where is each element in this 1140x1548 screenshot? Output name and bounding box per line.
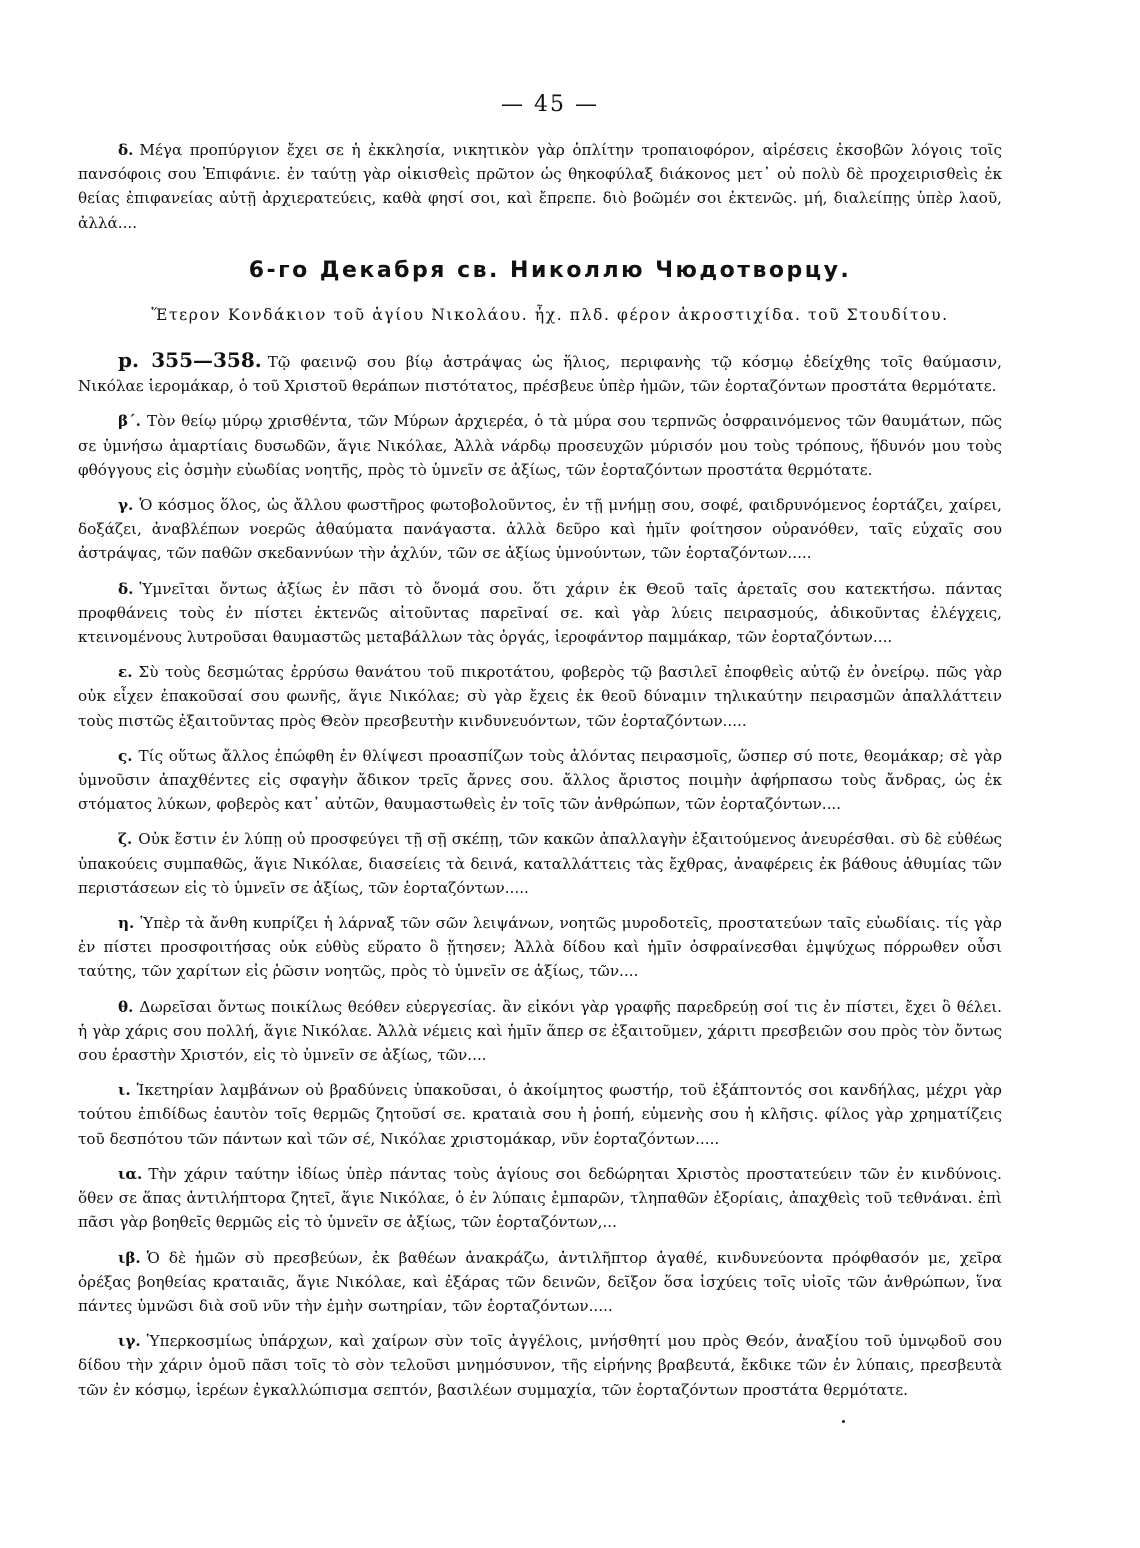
troparion-5: [78, 660, 1002, 733]
stanza-text: Δωρεῖσαι ὄντως ποικίλως θεόθεν εὐεργεσίας. ἂν εἰκόνι γὰρ γραφῆς παρεδρεύῃ σοί τις ἐν πίστει, ἔχει ὃ θέλει. ἡ γὰρ χάρις σου πολλή, ἅγιε Νικόλαε. Ἀλλὰ νέμεις καὶ ἡμῖν ἅπερ σε ἐξαιτοῦμεν, χάριτι πρεσβειῶν σου πρὸς τὸν ὄντως σου ἐραστὴν Χριστόν, εἰς τὸ ὑμνεῖν σε ἀξίως, τῶν....: [78, 997, 1002, 1065]
stanza-text: Ὑπὲρ τὰ ἄνθη κυπρίζει ἡ λάρναξ τῶν σῶν λειψάνων, νοητῶς μυροδοτεῖς, προστατεύων ταῖς εὐωδίαις. τίς γὰρ ἐν πίστει προσφοιτήσας οὐκ εὐθὺς εὕρατο ὃ ᾔτησεν; Ἀλλὰ δίδου καὶ ἡμῖν ὀσφραίνεσθαι ἐμψύχως πόρρωθεν οὖσι ταύτης, τῶν χαρίτων εἰς ῥῶσιν νοητῶς, πρὸς τὸ ὑμνεῖν σε ἀξίως, τῶν....: [78, 914, 1002, 981]
stanza-mark: ς.: [118, 746, 133, 765]
stanza-mark: δ.: [118, 579, 134, 598]
stanza-text: Σὺ τοὺς δεσμώτας ἐρρύσω θανάτου τοῦ πικροτάτου, φοβερὸς τῷ βασιλεῖ ἐποφθεὶς αὐτῷ ἐν ὀνείρῳ. πῶς γὰρ οὐκ εἶχεν ἐπακοῦσαί σου φωνῆς, ἅγιε Νικόλαε; σὺ γὰρ ἔχεις ἐκ θεοῦ δύναμιν τηλικαύτην πειρασμῶν ἀπαλλάττειν τοὺς πιστῶς ἐξαιτοῦντας πρὸς Θεὸν πρεσβευτὴν κινδυνευόντων, τῶν ἑορταζόντων.....: [78, 663, 1002, 730]
stray-ink-dot: [842, 1420, 845, 1423]
troparion-2: [78, 409, 1002, 482]
stanza-mark: β΄.: [118, 412, 141, 431]
stanza-mark: γ.: [118, 496, 134, 515]
page-number: — 45 —: [501, 92, 599, 117]
troparion-4: [78, 577, 1002, 650]
stanza-mark: η.: [118, 914, 135, 933]
stanza-text: Τῷ φαεινῷ σου βίῳ ἀστράψας ὡς ἥλιος, περιφανὴς τῷ κόσμῳ ἐδείχθης τοῖς θαύμασιν, Νικόλαε ἱερομάκαρ, ὁ τοῦ Χριστοῦ θεράπων πιστότατος, πρέσβευε ὑπὲρ ἡμῶν, τῶν ἑορταζόντων προστάτα θερμότατε.: [78, 353, 1002, 396]
stanza-text: Μέγα προπύργιον ἔχει σε ἡ ἐκκλησία, νικητικὸν γὰρ ὁπλίτην τροπαιοφόρον, αἱρέσεις ἐκσοβῶν λόγοις τοῖς πανσόφοις σου Ἐπιφάνιε. ἐν ταύτῃ γὰρ οἰκισθεὶς πρῶτον ὡς θηκοφύλαξ διάκονος μετ᾽ οὐ πολὺ δὲ προχειρισθεὶς ἐκ θείας ἐπιφανείας αὐτῇ ἀρχιερατεύεις, καθὰ φησί σοι, καὶ ἔπρεπε. διὸ βοῶμέν σοι ἐκτενῶς. μή, διαλείπῃς ὑπὲρ λαοῦ, ἀλλά....: [78, 141, 1002, 232]
stanza-text: Ὑπερκοσμίως ὑπάρχων, καὶ χαίρων σὺν τοῖς ἀγγέλοις, μνήσθητί μου πρὸς Θεόν, ἀναξίου τοῦ ὑμνῳδοῦ σου δίδου τὴν χάριν ὁμοῦ πᾶσι τοῖς τὸ σὸν τελοῦσι μνημόσυνον, τῆς εἰρήνης βραβευτά, ἔκδικε τῶν ἐν λύπαις, πρεσβευτὰ τῶν ἐν κόσμῳ, ἱερέων ἐγκαλλώπισμα σεπτόν, βασιλέων συμμαχία, τῶν ἑορταζόντων προστάτα θερμότατε.: [78, 1332, 1002, 1399]
section-heading: 6-го Декабря св. Николлю Чюдотворцу.: [248, 258, 852, 283]
stanza-text: Τίς οὕτως ἄλλος ἐπώφθη ἐν θλίψεσι προασπίζων τοὺς ἁλόντας πειρασμοῖς, ὥσπερ σύ ποτε, θεομάκαρ; σὲ γὰρ ὑμνοῦσιν ἀπαχθέντες εἰς σφαγὴν ἄδικον τρεῖς ἄρνες σου. ἄλλος ἄριστος ποιμὴν ἀφήρπασω τοὺς ἄνδρας, ὡς ἐκ στόματος λύκων, φοβερὸς κατ᾽ αὐτῶν, θαυμαστωθεὶς ἐν τοῖς τῶν ἀνθρώπων, τῶν ἑορταζόντων....: [78, 746, 1002, 814]
troparion-7: [78, 827, 1002, 900]
troparion-10: [78, 1078, 1002, 1151]
stanza-text: Ὑμνεῖται ὄντως ἀξίως ἐν πᾶσι τὸ ὄνομά σου. ὅτι χάριν ἐκ Θεοῦ ταῖς ἀρεταῖς σου κατεκτήσω. πάντας προφθάνεις τοὺς ἐν πίστει ἐκτενῶς αἰτοῦντας παρεῖναί σε. καὶ γὰρ λύεις πειρασμούς, ἀδικοῦντας ἐλέγχεις, κτεινομένους λυτροῦσαι θαυμαστῶς μεταβάλλων τὰς ὀργάς, ἱεροφάντορ παμμάκαρ, τῶν ἑορταζόντων....: [78, 579, 1002, 647]
section-subheading: Ἕτερον Κονδάκιον τοῦ ἁγίου Νικολάου. ἦχ. πλδ. φέρον ἀκροστιχίδα. τοῦ Στουδίτου.: [151, 306, 949, 324]
stanza-mark: ια.: [118, 1164, 143, 1183]
stanza-mark: ιβ.: [118, 1248, 141, 1267]
intro-paragraph: [78, 138, 1002, 235]
troparion-11: [78, 1162, 1002, 1235]
stanza-mark: θ.: [118, 997, 134, 1016]
stanza-mark: ε.: [118, 663, 133, 682]
troparia-list: [78, 348, 1002, 1413]
stanza-text: Οὐκ ἔστιν ἐν λύπῃ οὐ προσφεύγει τῇ σῇ σκέπῃ, τῶν κακῶν ἀπαλλαγὴν ἐξαιτούμενος ἀνευρέσθαι. σὺ δὲ εὐθέως ὑπακούεις συμπαθῶς, ἅγιε Νικόλαε, διασείεις τὰ δεινά, καταλλάττεις τὰς ἔχθρας, ἀναφέρεις ἐκ βάθους ἀθυμίας τῶν περιστάσεων εἰς τὸ ὑμνεῖν σε ἀξίως, τῶν ἑορταζόντων.....: [78, 830, 1002, 897]
troparion-8: [78, 911, 1002, 984]
stanza-mark: ι.: [118, 1081, 131, 1100]
troparion-delta-prev: [78, 138, 1002, 235]
troparion-9: [78, 995, 1002, 1068]
stanza-mark: ιγ.: [118, 1332, 141, 1351]
stanza-text: Ὁ κόσμος ὅλος, ὡς ἄλλου φωστῆρος φωτοβολοῦντος, ἐν τῇ μνήμῃ σου, σοφέ, φαιδρυνόμενος ἑορτάζει, χαίρει, δοξάζει, ἀναβλέπων νοερῶς ἀθαύματα πανάγαστα. ἀλλὰ δεῦρο καὶ ἡμῖν φοίτησον οὐρανόθεν, ταῖς εὐχαῖς σου ἀστράψας, τῶν παθῶν σκεδαννύων τὴν ἀχλύν, τῶν σε ἀξίως ὑμνούντων, τῶν ἑορταζόντων.....: [78, 496, 1002, 563]
troparion-13: [78, 1329, 1002, 1402]
stanza-text: Τὴν χάριν ταύτην ἰδίως ὑπὲρ πάντας τοὺς ἁγίους σοι δεδώρηται Χριστὸς προστατεύειν τῶν ἐν κινδύνοις. ὅθεν σε ἅπας ἀντιλήπτορα ζητεῖ, ἅγιε Νικόλαε, ὁ ἐν λύπαις ἐμπαρῶν, τληπαθῶν ἐξορίαις, ἀπαχθεὶς τοῦ τεθνάναι. ἐπὶ πᾶσι γὰρ βοηθεῖς θερμῶς εἰς τὸ ὑμνεῖν σε ἀξίως, τῶν ἑορταζόντων,...: [78, 1164, 1002, 1232]
stanza-mark: ζ.: [118, 830, 133, 849]
stanza-text: Ἱκετηρίαν λαμβάνων οὐ βραδύνεις ὑπακοῦσαι, ὁ ἀκοίμητος φωστήρ, τοῦ ἐξάπτοντός σοι κανδήλας, μέχρι γὰρ τούτου ἐπιδίδως ἑαυτὸν τοῖς θερμῶς ζητοῦσί σε. κραταιὰ σου ἡ ῥοπή, εὐμενὴς σου ἡ κλῆσις. φίλος γὰρ χρηματίζεις τοῦ δεσπότου τῶν πάντων καὶ τῶν σέ, Νικόλαε χριστομάκαρ, νῦν ἑορταζόντων.....: [78, 1081, 1002, 1148]
stanza-text: Τὸν θείῳ μύρῳ χρισθέντα, τῶν Μύρων ἀρχιερέα, ὁ τὰ μύρα σου τερπνῶς ὀσφραινόμενος τῶν θαυμάτων, πῶς σε ὑμνήσω ἁμαρτίαις δυσωδῶν, ἅγιε Νικόλαε, Ἀλλὰ νάρδῳ προσευχῶν μύρισόν μου τοὺς τρόπους, ἥδυνόν μου τοὺς φθόγγους εἰς ὀσμὴν εὐωδίας νοητῆς, πρὸς τὸ ὑμνεῖν σε ἀξίως, τῶν ἑορταζόντων προστάτα θερμότατε.: [78, 412, 1002, 479]
troparion-3: [78, 493, 1002, 566]
stanza-mark: δ.: [118, 141, 134, 159]
troparion-1: [78, 348, 1002, 398]
troparion-12: [78, 1246, 1002, 1319]
troparion-6: [78, 744, 1002, 817]
stanza-mark: p. 355—358.: [118, 348, 262, 372]
stanza-text: Ὁ δὲ ἡμῶν σὺ πρεσβεύων, ἐκ βαθέων ἀνακράζω, ἀντιλῆπτορ ἀγαθέ, κινδυνεύοντα πρόφθασόν με, χεῖρα ὀρέξας βοηθείας κραταιᾶς, ἅγιε Νικόλαε, καὶ ἐξάρας τῶν δεινῶν, δεῖξον ὅσα ἰσχύεις τοῖς υἱοῖς τῶν ἀνθρώπων, ἵνα πάντες ὑμνῶσι διὰ σοῦ νῦν τὴν ἐμὴν σωτηρίαν, τῶν ἑορταζόντων.....: [78, 1248, 1002, 1315]
